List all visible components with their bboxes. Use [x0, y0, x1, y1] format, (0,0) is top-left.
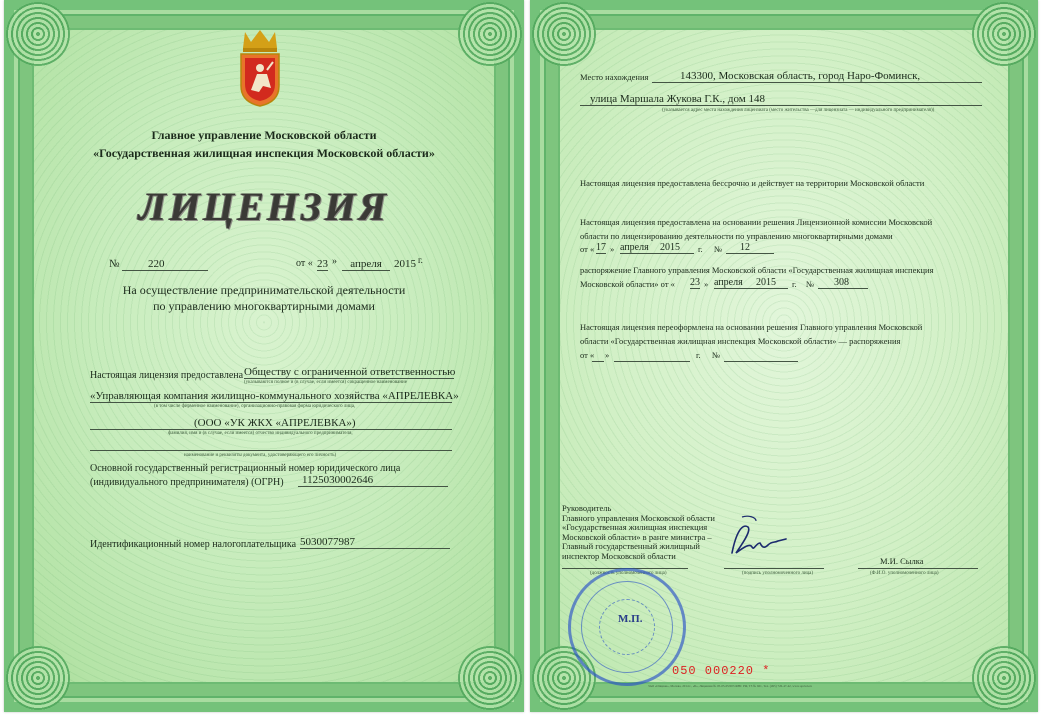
ogrn-value: 1125030002646	[298, 474, 448, 487]
license-back-page	[530, 0, 1038, 712]
corner-rosette	[458, 2, 522, 66]
reissue-g: г.	[696, 350, 701, 360]
caption-name: (указываются полное и (в случае, если имеется) сокращенное наименование	[244, 380, 407, 385]
authority-name: Главное управление Московской области	[151, 128, 377, 142]
caption-address: (указывается адрес места нахождения лицензиата (место жительства —для лицензиата — индивидуального предпринимателя))	[662, 108, 935, 113]
order-year: 2015	[756, 277, 788, 289]
printer-imprint: ЗАО «Опцион», Москва, 2014 г., «Б», Лицензия № 05-05-05/003 ФНС РФ, ТЗ № 601, Тел. (495) 726-47-42, www.opcion.ru	[648, 684, 812, 688]
license-number-prefix: №	[109, 258, 120, 270]
order-text-line2: Московской области» от «	[580, 279, 675, 289]
order-number: 308	[818, 277, 868, 289]
caption-name: (Ф.И.О. уполномоченного лица)	[870, 571, 939, 576]
caption-individual: фамилия, имя и (в случае, если имеется) отчество индивидуального предпринимателя,	[168, 431, 353, 436]
moscow-oblast-coat-of-arms-icon	[237, 28, 283, 108]
date-from-label: от «	[296, 258, 313, 269]
license-front-page	[4, 0, 524, 712]
license-term-text: Настоящая лицензия предоставлена бессрочно и действует на территории Московской области	[580, 178, 925, 188]
basis-year: 2015	[660, 242, 694, 254]
inn-value: 5030077987	[300, 536, 450, 549]
license-purpose-line1: На осуществление предпринимательской деятельности	[122, 283, 406, 297]
inn-label: Идентификационный номер налогоплательщика	[90, 539, 297, 550]
quote-close: »	[704, 279, 709, 289]
basis-month: апреля	[620, 242, 660, 254]
address-line1: 143300, Московская область, город Наро-Фоминск,	[652, 70, 982, 83]
signature-line	[724, 568, 824, 569]
quote-close: »	[610, 244, 615, 254]
reissue-number-blank	[724, 361, 798, 362]
license-purpose-line2: по управлению многоквартирными домами	[153, 299, 375, 313]
reissue-day-blank	[592, 361, 604, 362]
ogrn-label: Основной государственный регистрационный номер юридического лица	[90, 463, 401, 474]
license-number: 220	[122, 258, 208, 271]
license-date-day: 23	[317, 258, 328, 270]
corner-rosette	[458, 646, 522, 710]
licensee-full-name: «Управляющая компания жилищно-коммунального хозяйства «АПРЕЛЕВКА»	[90, 390, 459, 402]
official-seal-stamp	[568, 568, 686, 686]
corner-rosette	[6, 646, 70, 710]
reissue-text-line2: области «Государственная жилищная инспекция Московской области» — распоряжения	[580, 336, 901, 346]
form-serial-number: 050 000220 *	[672, 664, 771, 678]
name-line	[858, 568, 978, 569]
quote-close: »	[332, 256, 337, 267]
licensee-org-form: Обществу с ограниченной ответственностью	[244, 366, 456, 378]
seal-label: М.П.	[618, 613, 643, 625]
location-label: Место нахождения	[580, 72, 649, 82]
reissue-text-line1: Настоящая лицензия переоформлена на основании решения Главного управления Московской	[580, 322, 923, 332]
caption-position: (должность уполномоченного лица)	[590, 571, 667, 576]
reissue-from-label: от «	[580, 350, 595, 360]
order-g: г.	[792, 279, 797, 289]
granted-to-label: Настоящая лицензия предоставлена	[90, 370, 244, 381]
caption-document: наименование и реквизиты документа, удостоверяющего его личность)	[184, 453, 337, 458]
order-month: апреля	[714, 277, 756, 289]
handwritten-signature	[726, 513, 796, 565]
reissue-month-blank	[614, 361, 690, 362]
basis-no-label: №	[714, 244, 723, 254]
basis-text-line2: области по лицензированию деятельности по управлению многоквартирными домами	[580, 231, 893, 241]
basis-day: 17	[596, 242, 606, 253]
caption-form: (в том числе фирменное наименование), организационно-правовая форма юридического лица,	[154, 404, 356, 409]
signatory-position: Руководитель Главного управления Московской области «Государственная жилищная инспекция Московской области» в ранге министра – Главный государственный жилищный инспектор Московской области	[562, 503, 715, 561]
basis-from-label: от «	[580, 244, 595, 254]
guilloche-pattern	[24, 20, 504, 692]
blank-line	[90, 450, 452, 451]
address-line2: улица Маршала Жукова Г.К., дом 148	[580, 93, 982, 106]
licensee-short-name: (ООО «УК ЖКХ «АПРЕЛЕВКА»)	[90, 417, 452, 430]
document-title: ЛИЦЕНЗИЯ	[138, 184, 390, 229]
license-date-month: апреля	[342, 258, 390, 271]
corner-rosette	[972, 646, 1036, 710]
signatory-name: М.И. Сылка	[880, 556, 924, 566]
basis-text-line1: Настоящая лицензия предоставлена на основании решения Лицензионной комиссии Московской	[580, 217, 933, 227]
corner-rosette	[972, 2, 1036, 66]
corner-rosette	[6, 2, 70, 66]
corner-rosette	[532, 2, 596, 66]
order-text-line1: распоряжение Главного управления Московской области «Государственная жилищная инспекция	[580, 265, 934, 275]
authority-name-subtitle: «Государственная жилищная инспекция Московской области»	[93, 146, 435, 160]
year-suffix: г.	[418, 255, 423, 265]
basis-number: 12	[726, 242, 774, 254]
ogrn-label-line2: (индивидуального предпринимателя) (ОГРН)	[90, 477, 284, 488]
license-date-year: 2015	[394, 258, 416, 270]
basis-g: г.	[698, 244, 703, 254]
order-no-label: №	[806, 279, 815, 289]
order-day: 23	[690, 277, 700, 288]
quote-close: »	[605, 350, 610, 360]
caption-signature: (подпись уполномоченного лица)	[742, 571, 814, 576]
reissue-no-label: №	[712, 350, 721, 360]
